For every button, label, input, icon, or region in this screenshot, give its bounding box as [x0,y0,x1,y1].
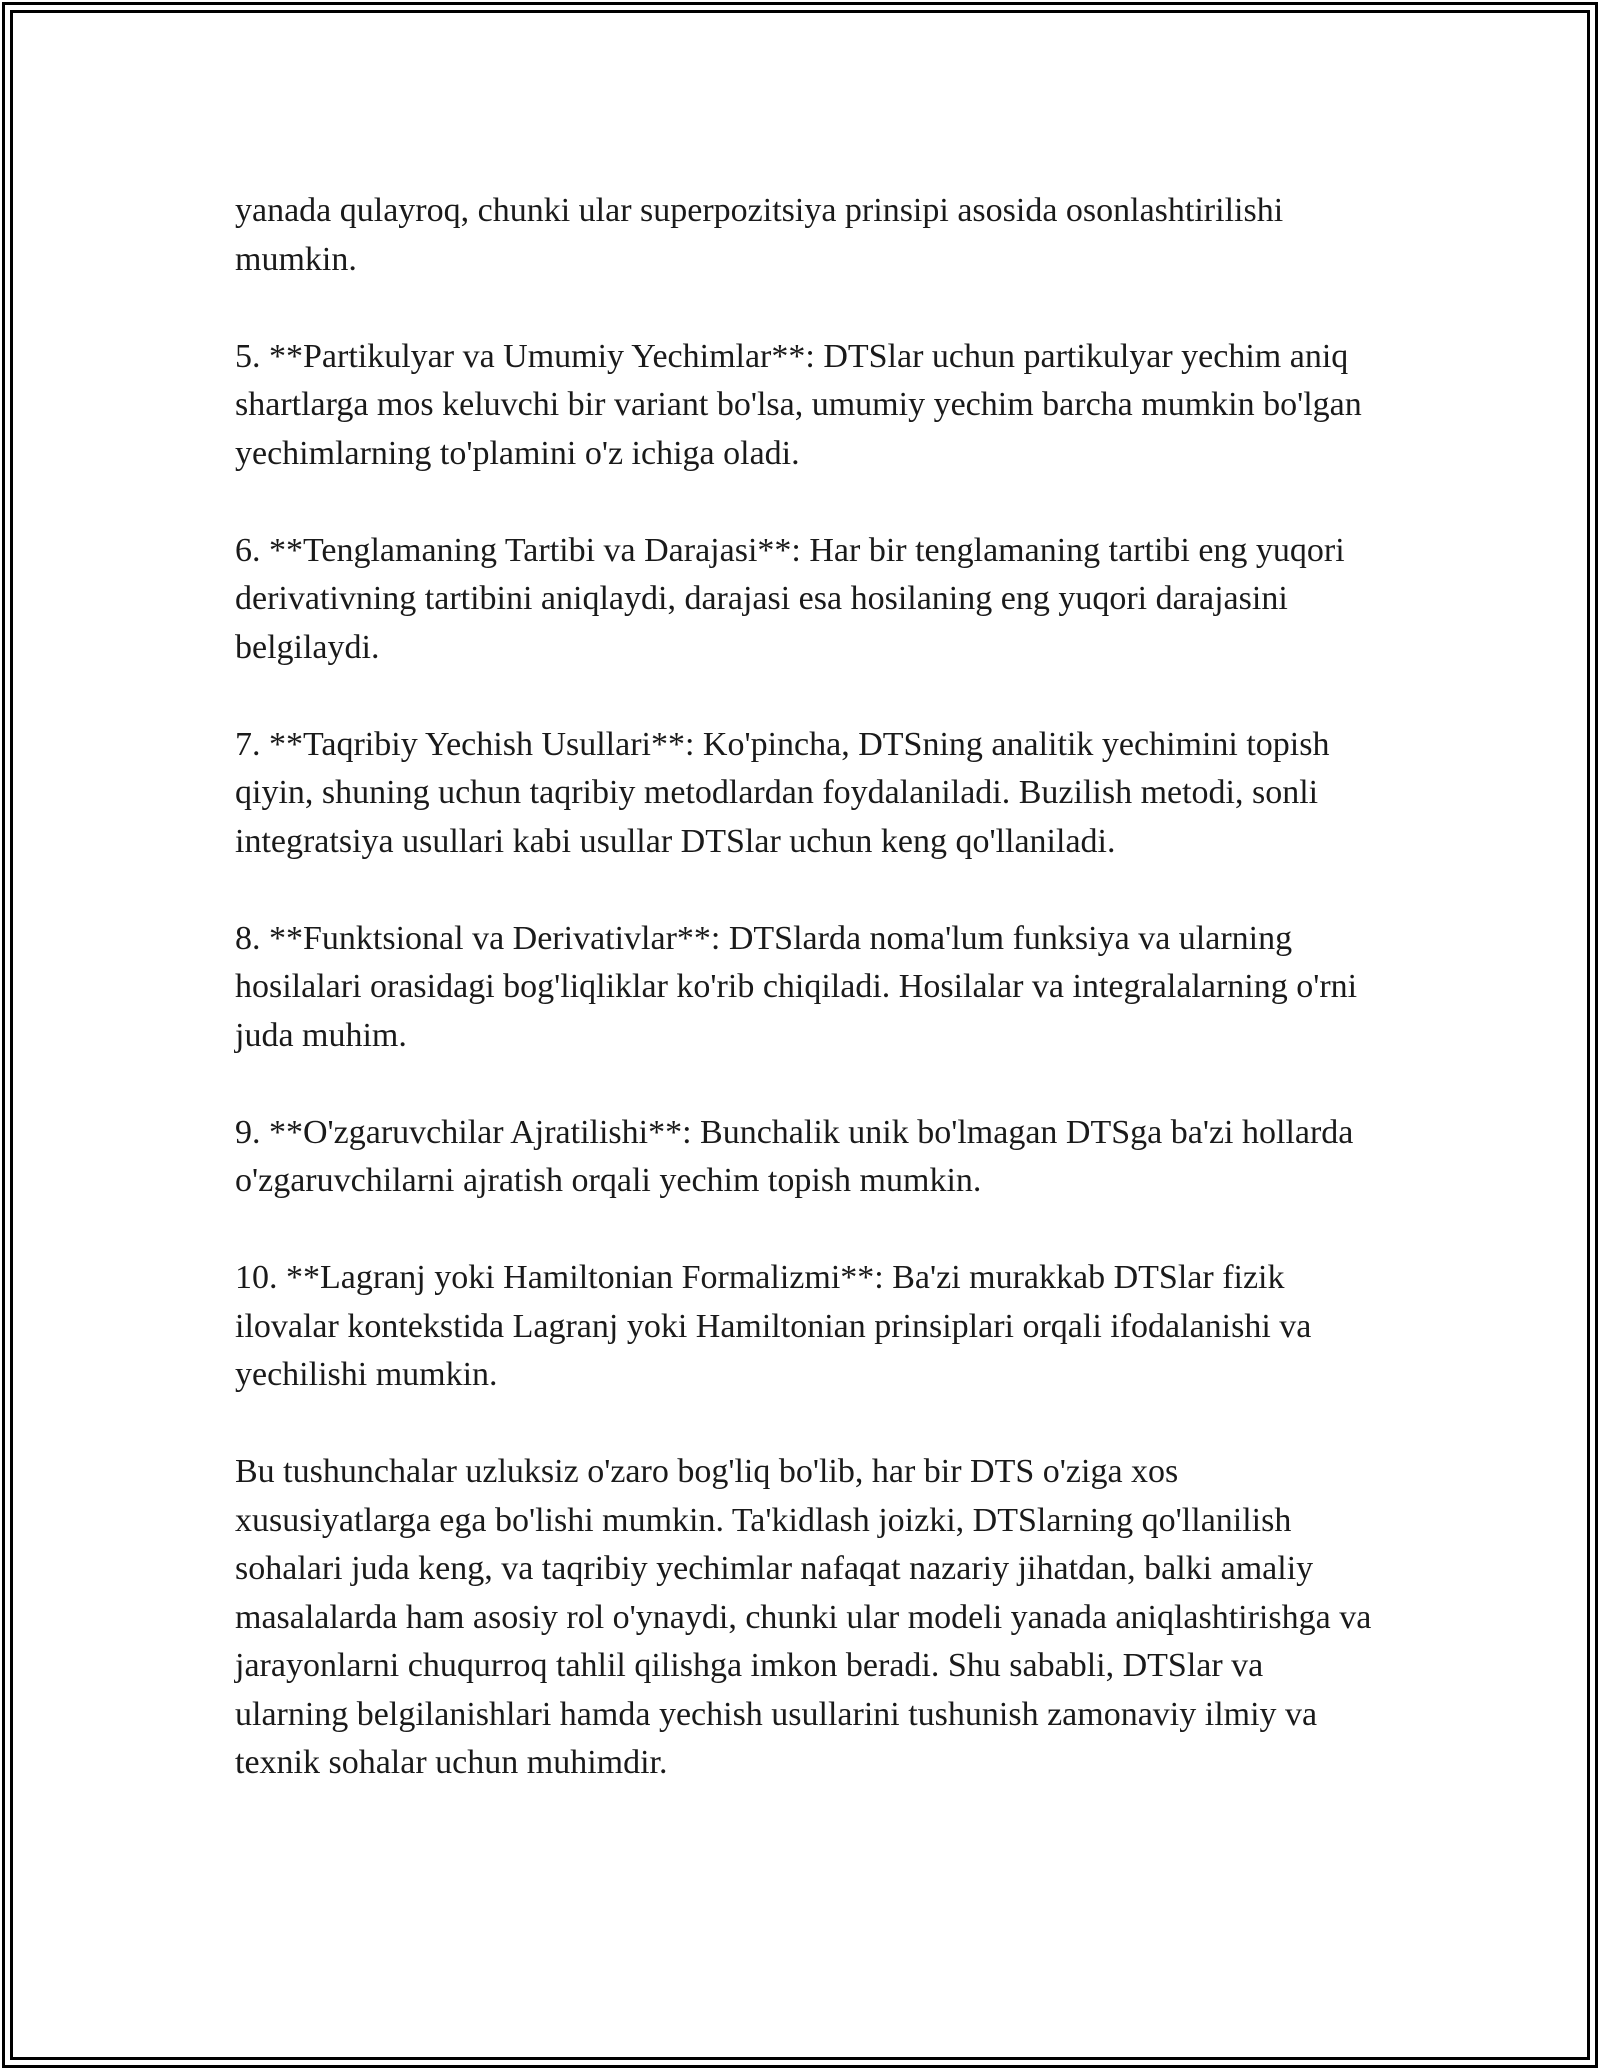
paragraph-item-7: 7. **Taqribiy Yechish Usullari**: Ko'pincha, DTSning analitik yechimini topish qiyin, shuning uchun taqribiy metodlardan foydalaniladi. Buzilish metodi, sonli integratsiya usullari kabi usullar DTSlar uchun keng qo'llaniladi. [235,725,1330,860]
paragraph-item-5: 5. **Partikulyar va Umumiy Yechimlar**: DTSlar uchun partikulyar yechim aniq shartlarga mos keluvchi bir variant bo'lsa, umumiy yechim barcha mumkin bo'lgan yechimlarning to'plamini o'z ichiga oladi. [235,337,1362,472]
paragraph-item-10: 10. **Lagranj yoki Hamiltonian Formalizmi**: Ba'zi murakkab DTSlar fizik ilovalar kontekstida Lagranj yoki Hamiltonian prinsiplari orqali ifodalanishi va yechilishi mumkin. [235,1259,1312,1393]
paragraph-conclusion: Bu tushunchalar uzluksiz o'zaro bog'liq bo'lib, har bir DTS o'ziga xos xususiyatlarga ega bo'lishi mumkin. Ta'kidlash joizki, DTSlarning qo'llanilish sohalari juda keng, va taqribiy yechimlar nafaqat nazariy jihatdan, balki amaliy masalalarda ham asosiy rol o'ynaydi, chunki ular modeli yanada aniqlashtirishga va jarayonlarni chuqurroq tahlil qilishga imkon beradi. Shu sababli, DTSlar va ularning belgilanishlari hamda yechish usullarini tushunish zamonaviy ilmiy va texnik sohalar uchun muhimdir. [235,1453,1372,1781]
paragraph-item-8: 8. **Funktsional va Derivativlar**: DTSlarda noma'lum funksiya va ularning hosilalari orasidagi bog'liqliklar ko'rib chiqiladi. Hosilalar va integralalarning o'rni juda muhim. [235,919,1358,1054]
document-body [235,187,1375,1788]
paragraph-continuation: yanada qulayroq, chunki ular superpozitsiya prinsipi asosida osonlashtirilishi mumkin. [235,192,1284,278]
paragraph-item-6: 6. **Tenglamaning Tartibi va Darajasi**: Har bir tenglamaning tartibi eng yuqori derivativning tartibini aniqlaydi, darajasi esa hosilaning eng yuqori darajasini belgilaydi. [235,531,1345,666]
paragraph-item-9: 9. **O'zgaruvchilar Ajratilishi**: Bunchalik unik bo'lmagan DTSga ba'zi hollarda o'zgaruvchilarni ajratish orqali yechim topish mumkin. [235,1113,1354,1199]
